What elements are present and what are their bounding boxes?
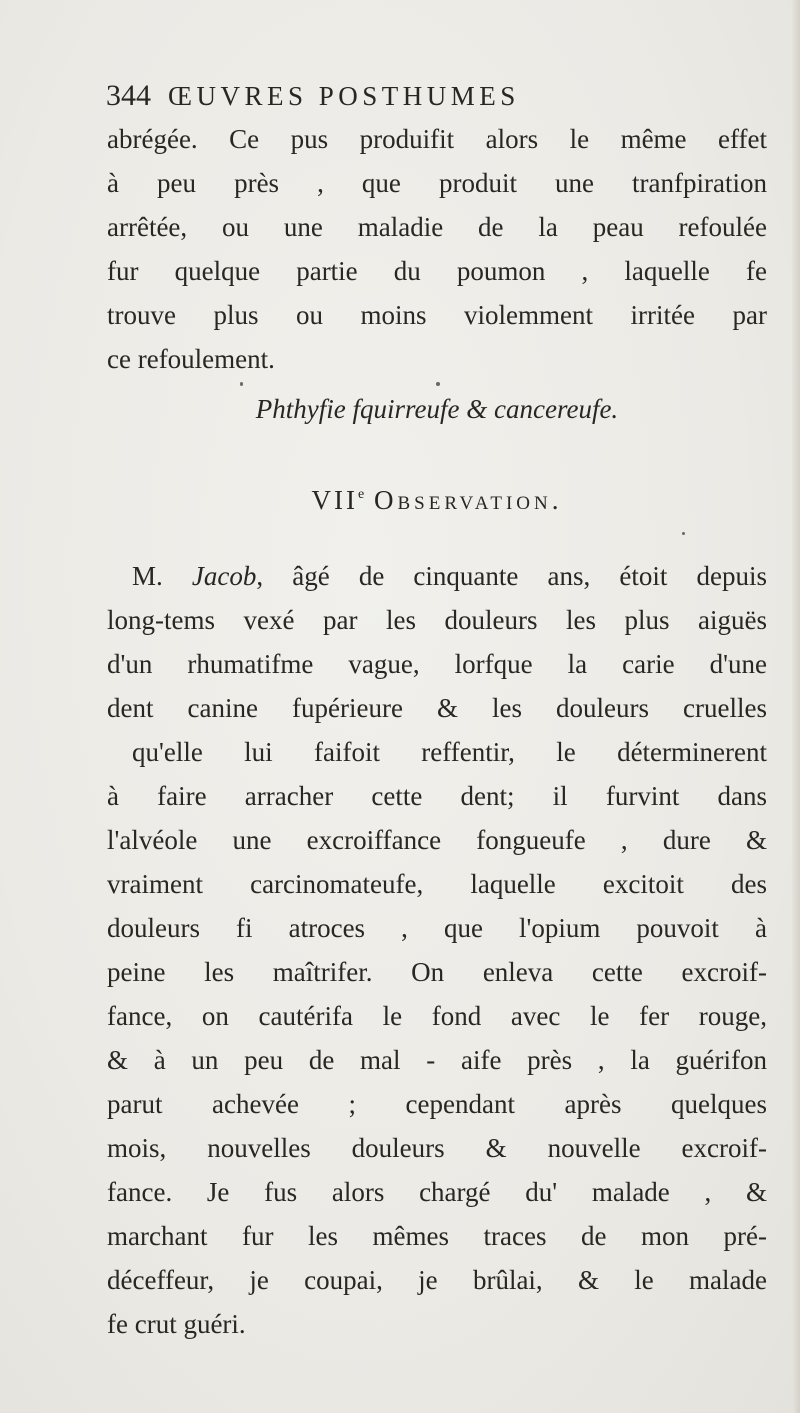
text-line: trouve plus ou moins violemment irritée par bbox=[107, 300, 767, 330]
text-line: à peu près , que produit une tranfpiration bbox=[107, 168, 767, 198]
text-line-first bbox=[107, 554, 767, 598]
text-line: abrégée. Ce pus produifit alors le même effet bbox=[107, 124, 767, 154]
text-line: fe crut guéri. bbox=[107, 1309, 246, 1339]
ink-speck bbox=[682, 532, 685, 535]
text-line: mois, nouvelles douleurs & nouvelle excroif- bbox=[107, 1133, 767, 1163]
text-line: ce refoulement. bbox=[107, 344, 275, 374]
text-line: arrêtée, ou une maladie de la peau refoulée bbox=[107, 212, 767, 242]
text-line: douleurs fi atroces , que l'opium pouvoit à bbox=[107, 913, 767, 943]
section-subtitle: Phthyfie fquirreufe & cancereufe. bbox=[255, 394, 619, 424]
text-line: vraiment carcinomateufe, laquelle excitoit des bbox=[107, 869, 767, 899]
ink-speck bbox=[436, 382, 440, 386]
person-name: Jacob bbox=[191, 561, 257, 591]
text-line: qu'elle lui faifoit reffentir, le déterminerent bbox=[132, 737, 767, 767]
text-line: à faire arracher cette dent; il furvint dans bbox=[107, 781, 767, 811]
page-number: 344 bbox=[106, 79, 151, 112]
paragraph-2 bbox=[107, 554, 767, 1346]
observation-number: VII bbox=[311, 485, 358, 515]
text-line: long-tems vexé par les douleurs les plus aiguës bbox=[107, 605, 767, 635]
text-line: dent canine fupérieure & les douleurs cruelles bbox=[107, 693, 767, 723]
page-header bbox=[106, 76, 706, 116]
text-line: peine les maîtrifer. On enleva cette excroif- bbox=[107, 957, 767, 987]
text-line: fance. Je fus alors chargé du' malade , & bbox=[107, 1177, 767, 1207]
text-line: fance, on cautérifa le fond avec le fer rouge, bbox=[107, 1001, 767, 1031]
text-line: parut achevée ; cependant après quelques bbox=[107, 1089, 767, 1119]
observation-ordinal-suffix: e bbox=[358, 487, 365, 502]
ink-speck bbox=[240, 382, 243, 386]
text-line: d'un rhumatifme vague, lorfque la carie d'une bbox=[107, 649, 767, 679]
text-line: fur quelque partie du poumon , laquelle fe bbox=[107, 256, 767, 286]
observation-word: Observation. bbox=[373, 485, 563, 515]
paragraph-1 bbox=[107, 117, 767, 381]
page-edge-shadow bbox=[792, 0, 800, 1413]
text-line: déceffeur, je coupai, je brûlai, & le malade bbox=[107, 1265, 767, 1295]
text-line: marchant fur les mêmes traces de mon pré- bbox=[107, 1221, 767, 1251]
text-line: & à un peu de mal - aife près , la guérifon bbox=[107, 1045, 767, 1075]
text-rest: , âgé de cinquante ans, étoit depuis bbox=[256, 561, 767, 591]
observation-heading bbox=[107, 473, 767, 517]
text-prefix: M. bbox=[132, 561, 192, 591]
running-title: ŒUVRES POSTHUMES bbox=[168, 81, 520, 111]
text-line: l'alvéole une excroiffance fongueufe , dure & bbox=[107, 825, 767, 855]
